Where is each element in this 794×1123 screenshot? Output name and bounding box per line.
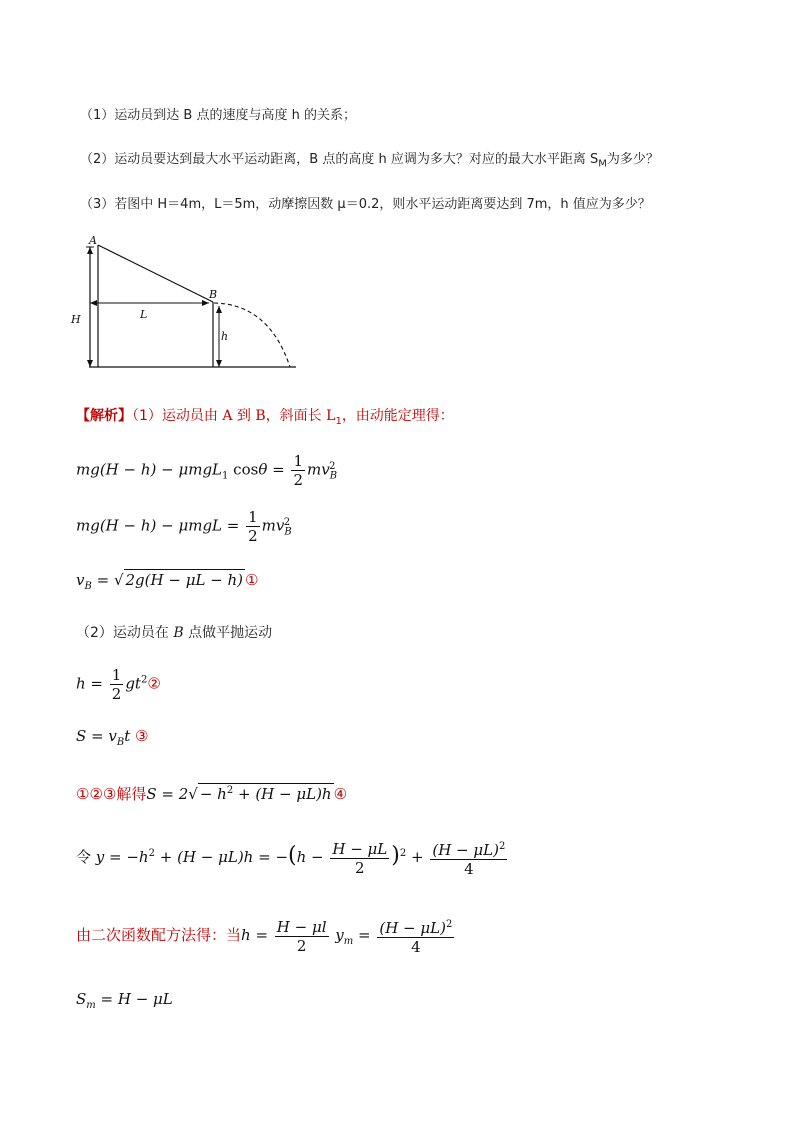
part1-text-a: （1）运动员由	[132, 408, 223, 424]
label-h: h	[221, 330, 229, 343]
part1-symbol-l: L	[326, 408, 336, 424]
equation-height: h = $\frac{1}{2}$ $gt^2②$	[76, 666, 161, 703]
equation-method: 由二次函数配方法得：当h = $\frac{H - \mu l}{2}$ $y_m$ = $\frac{(H - \mu L)^2}{4}$	[76, 917, 453, 956]
equation-velocity: $v_B$ = √ 2g(H − μL − h) ①	[76, 571, 259, 592]
equation-distance: $S = v_Bt$ ③	[76, 727, 149, 748]
equation-let-y: 令 $y = -h^2 + (H - \mu L)h = -(h$ − $\frac{H - \mu L}{2}$ )$^2$ + $\frac{(H - \mu L)^2}{4}$	[76, 839, 506, 878]
label-L: L	[140, 308, 148, 321]
solution-part1-intro	[76, 405, 454, 427]
circle-1: ①	[245, 571, 259, 589]
circle-2: ②	[147, 674, 161, 693]
let-prefix: 令	[76, 848, 92, 866]
solution-part2-intro	[76, 622, 272, 642]
part1-point-a: A	[222, 408, 233, 424]
incline-figure	[64, 232, 304, 374]
part1-point-b: B	[255, 408, 266, 424]
method-prefix: 由二次函数配方法得：当	[76, 926, 242, 944]
part1-text-c: ，斜面长	[265, 408, 327, 424]
label-B: B	[209, 288, 218, 301]
circle-4: ④	[333, 785, 348, 803]
part2-point-b: B	[173, 625, 184, 641]
equation-energy-2: mg(H − h) − μmgL = $\frac{1}{2}$ $mv_B^2$	[76, 508, 292, 545]
circle-3: ③	[135, 727, 149, 745]
label-H: H	[71, 313, 81, 326]
part2-text-a: （2）运动员在	[76, 625, 174, 641]
question-2	[80, 148, 659, 170]
solve-prefix: ①②③解得	[76, 785, 147, 803]
question-3: （3）若图中 H＝4m，L＝5m，动摩擦因数 μ＝0.2，则水平运动距离要达到 7m，h 值应为多少？	[80, 197, 651, 212]
equation-max-distance: $S_m = H - \mu L$	[76, 990, 173, 1011]
question-2-text: （2）运动员要达到最大水平运动距离，B 点的高度 h 应调为多大？对应的最大水平距离 S	[80, 152, 599, 167]
question-2-tail: 为多少？	[606, 152, 659, 167]
equation-energy-1: mg(H − h) − μmgL$_1$ cosθ = $\frac{1}{2}$ $mv_B^2$	[76, 452, 338, 489]
question-2-subscript: M	[598, 158, 607, 170]
part1-text-b: 到	[232, 408, 256, 424]
part2-text-b: 点做平抛运动	[183, 625, 273, 641]
solution-tag: 【解析】	[76, 408, 132, 424]
question-1: （1）运动员到达 B 点的速度与高度 h 的关系；	[80, 108, 356, 123]
part1-symbol-l-sub: 1	[335, 415, 342, 427]
equation-solve: ①②③解得$S = 2√ - h^2 + (H - \mu L)h$ ④	[76, 785, 348, 803]
part1-text-d: ，由动能定理得：	[341, 408, 454, 424]
label-A: A	[89, 234, 97, 247]
